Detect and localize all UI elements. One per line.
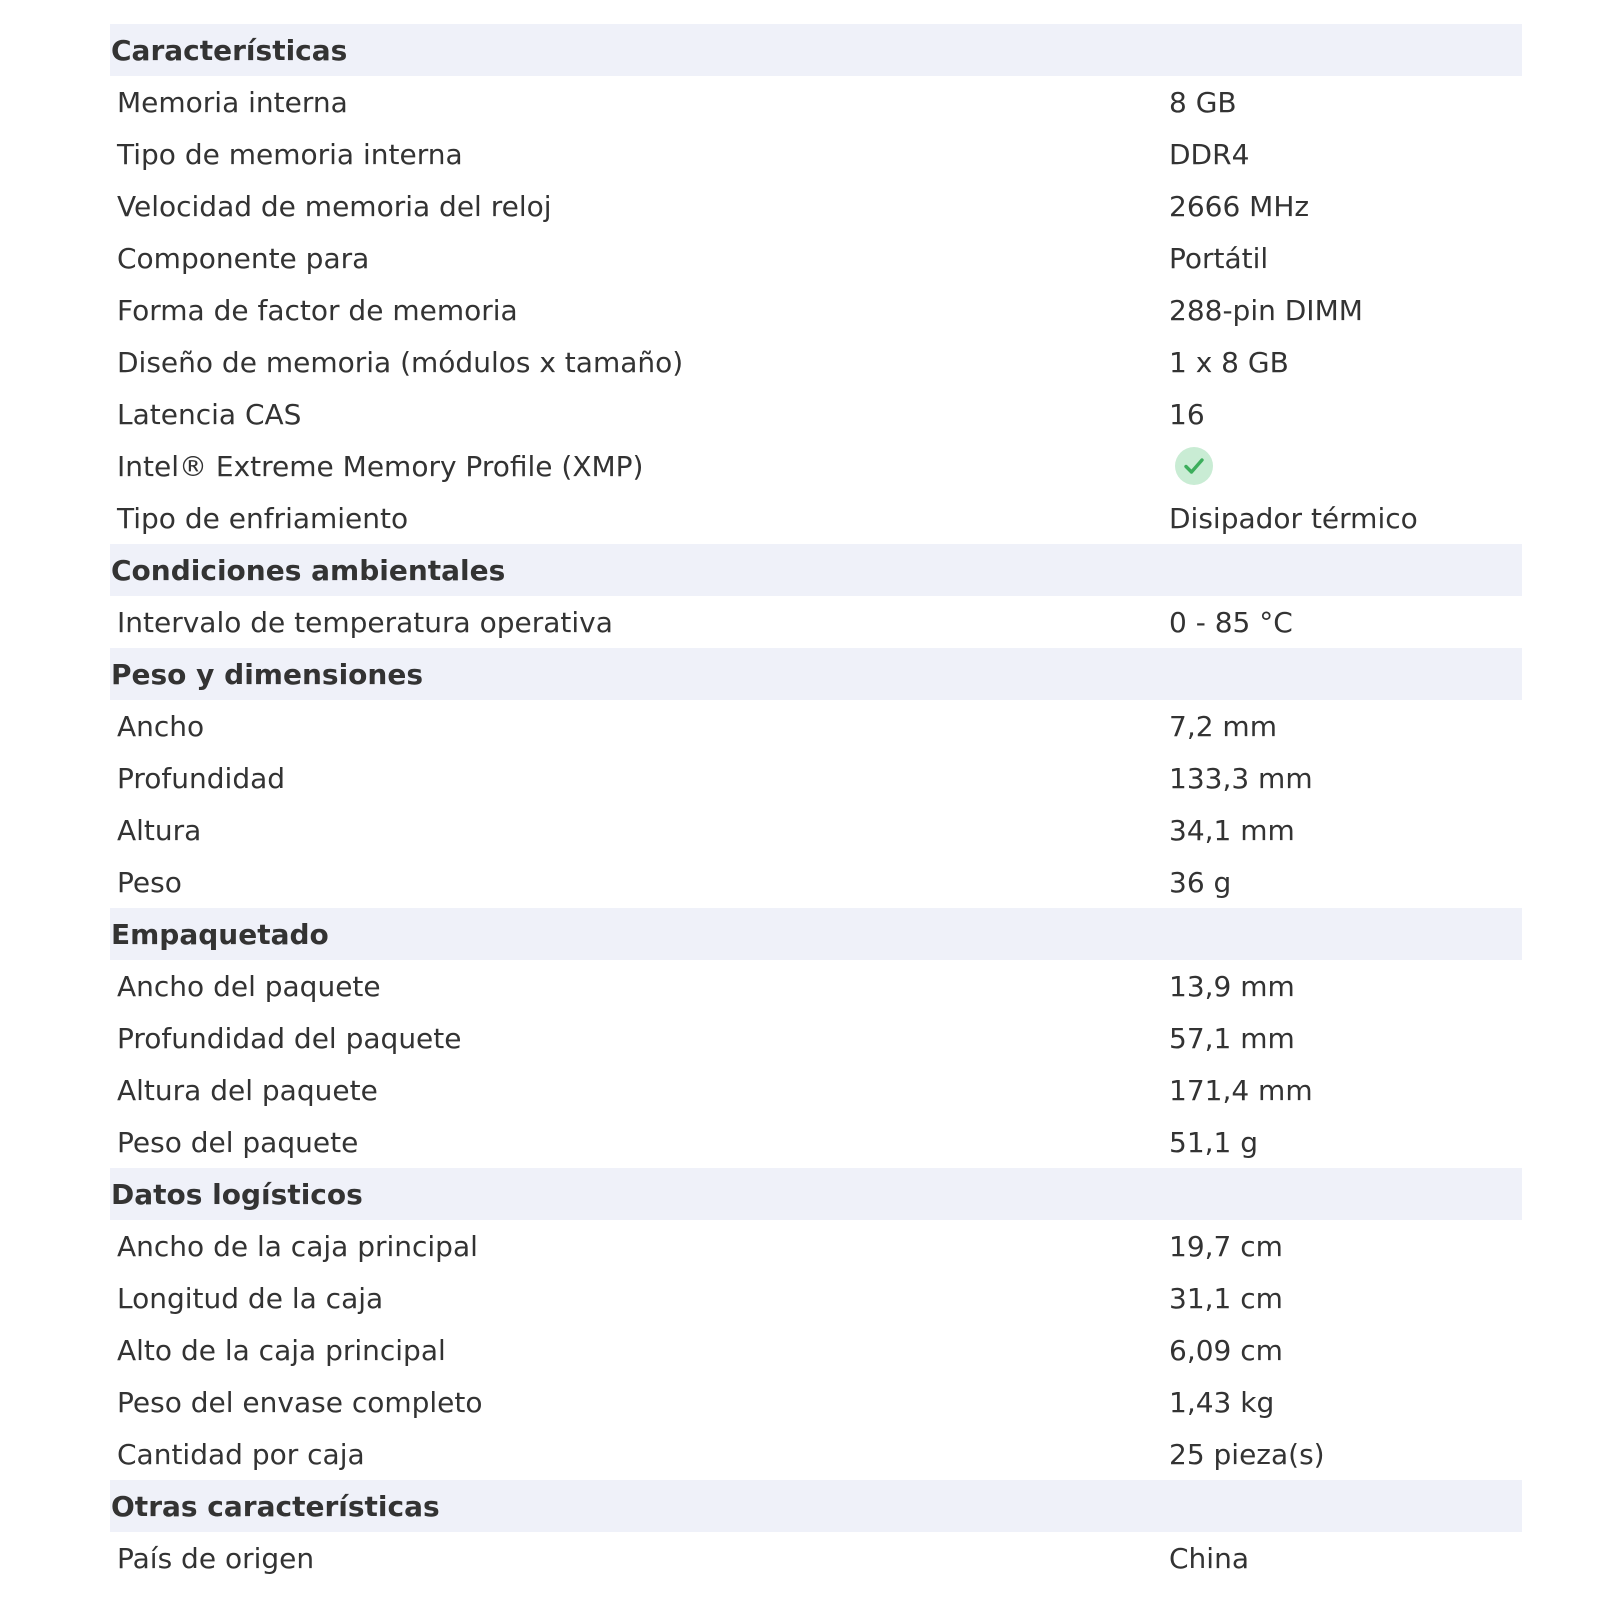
spec-value: 51,1 g: [1169, 1125, 1259, 1159]
spec-row: [110, 128, 1522, 180]
spec-label: Intervalo de temperatura operativa: [117, 605, 613, 639]
spec-value: 13,9 mm: [1169, 969, 1295, 1003]
section-header: Otras características: [110, 1480, 1522, 1532]
spec-row: [110, 1064, 1522, 1116]
spec-row: [110, 284, 1522, 336]
spec-row: [110, 1428, 1522, 1480]
section-header: Datos logísticos: [110, 1168, 1522, 1220]
spec-label: Altura: [117, 813, 202, 847]
spec-value: 171,4 mm: [1169, 1073, 1313, 1107]
section-header: Características: [110, 24, 1522, 76]
spec-label: Latencia CAS: [117, 397, 302, 431]
spec-row: [110, 1012, 1522, 1064]
spec-row: [110, 180, 1522, 232]
spec-label: Tipo de memoria interna: [117, 137, 463, 171]
section-header: Empaquetado: [110, 908, 1522, 960]
spec-row: [110, 596, 1522, 648]
spec-value: Disipador térmico: [1169, 501, 1418, 535]
spec-label: Ancho de la caja principal: [117, 1229, 478, 1263]
spec-row: [110, 960, 1522, 1012]
spec-table: [110, 24, 1522, 1584]
spec-value: 1,43 kg: [1169, 1385, 1275, 1419]
spec-label: Alto de la caja principal: [117, 1333, 446, 1367]
spec-row: [110, 856, 1522, 908]
spec-label: Intel® Extreme Memory Profile (XMP): [117, 449, 644, 483]
spec-label: Componente para: [117, 241, 370, 275]
spec-value: 25 pieza(s): [1169, 1437, 1325, 1471]
spec-value: 1 x 8 GB: [1169, 345, 1289, 379]
spec-row: [110, 232, 1522, 284]
spec-row: [110, 76, 1522, 128]
spec-row: [110, 1324, 1522, 1376]
spec-value: China: [1169, 1541, 1249, 1575]
spec-value: 133,3 mm: [1169, 761, 1313, 795]
spec-row: [110, 388, 1522, 440]
spec-row: [110, 1116, 1522, 1168]
spec-value: 0 - 85 °C: [1169, 605, 1293, 639]
spec-label: Velocidad de memoria del reloj: [117, 189, 552, 223]
spec-row: [110, 752, 1522, 804]
spec-label: Peso: [117, 865, 182, 899]
spec-value: 7,2 mm: [1169, 709, 1277, 743]
spec-label: Ancho del paquete: [117, 969, 381, 1003]
spec-row: [110, 700, 1522, 752]
spec-label: Forma de factor de memoria: [117, 293, 518, 327]
spec-value: 16: [1169, 397, 1205, 431]
spec-label: País de origen: [117, 1541, 315, 1575]
spec-value: DDR4: [1169, 137, 1250, 171]
spec-row: [110, 1220, 1522, 1272]
spec-value: [1169, 447, 1522, 485]
spec-value: 36 g: [1169, 865, 1232, 899]
section-header: Peso y dimensiones: [110, 648, 1522, 700]
spec-row: [110, 1532, 1522, 1584]
spec-value: 288-pin DIMM: [1169, 293, 1363, 327]
spec-label: Memoria interna: [117, 85, 348, 119]
spec-value: 19,7 cm: [1169, 1229, 1283, 1263]
spec-label: Ancho: [117, 709, 205, 743]
spec-label: Altura del paquete: [117, 1073, 378, 1107]
spec-label: Peso del envase completo: [117, 1385, 483, 1419]
spec-label: Diseño de memoria (módulos x tamaño): [117, 345, 684, 379]
spec-label: Longitud de la caja: [117, 1281, 384, 1315]
spec-label: Peso del paquete: [117, 1125, 359, 1159]
spec-label: Cantidad por caja: [117, 1437, 365, 1471]
spec-value: 6,09 cm: [1169, 1333, 1283, 1367]
spec-label: Profundidad del paquete: [117, 1021, 462, 1055]
spec-label: Tipo de enfriamiento: [117, 501, 409, 535]
section-header: Condiciones ambientales: [110, 544, 1522, 596]
spec-row: [110, 804, 1522, 856]
spec-value: 2666 MHz: [1169, 189, 1310, 223]
spec-row: [110, 1376, 1522, 1428]
spec-row: [110, 336, 1522, 388]
spec-value: Portátil: [1169, 241, 1269, 275]
spec-label: Profundidad: [117, 761, 286, 795]
spec-row: [110, 492, 1522, 544]
spec-value: 8 GB: [1169, 85, 1237, 119]
spec-value: 31,1 cm: [1169, 1281, 1283, 1315]
spec-value: 34,1 mm: [1169, 813, 1295, 847]
spec-row: [110, 1272, 1522, 1324]
spec-value: 57,1 mm: [1169, 1021, 1295, 1055]
spec-row: [110, 440, 1522, 492]
check-circle-icon: [1175, 447, 1213, 485]
